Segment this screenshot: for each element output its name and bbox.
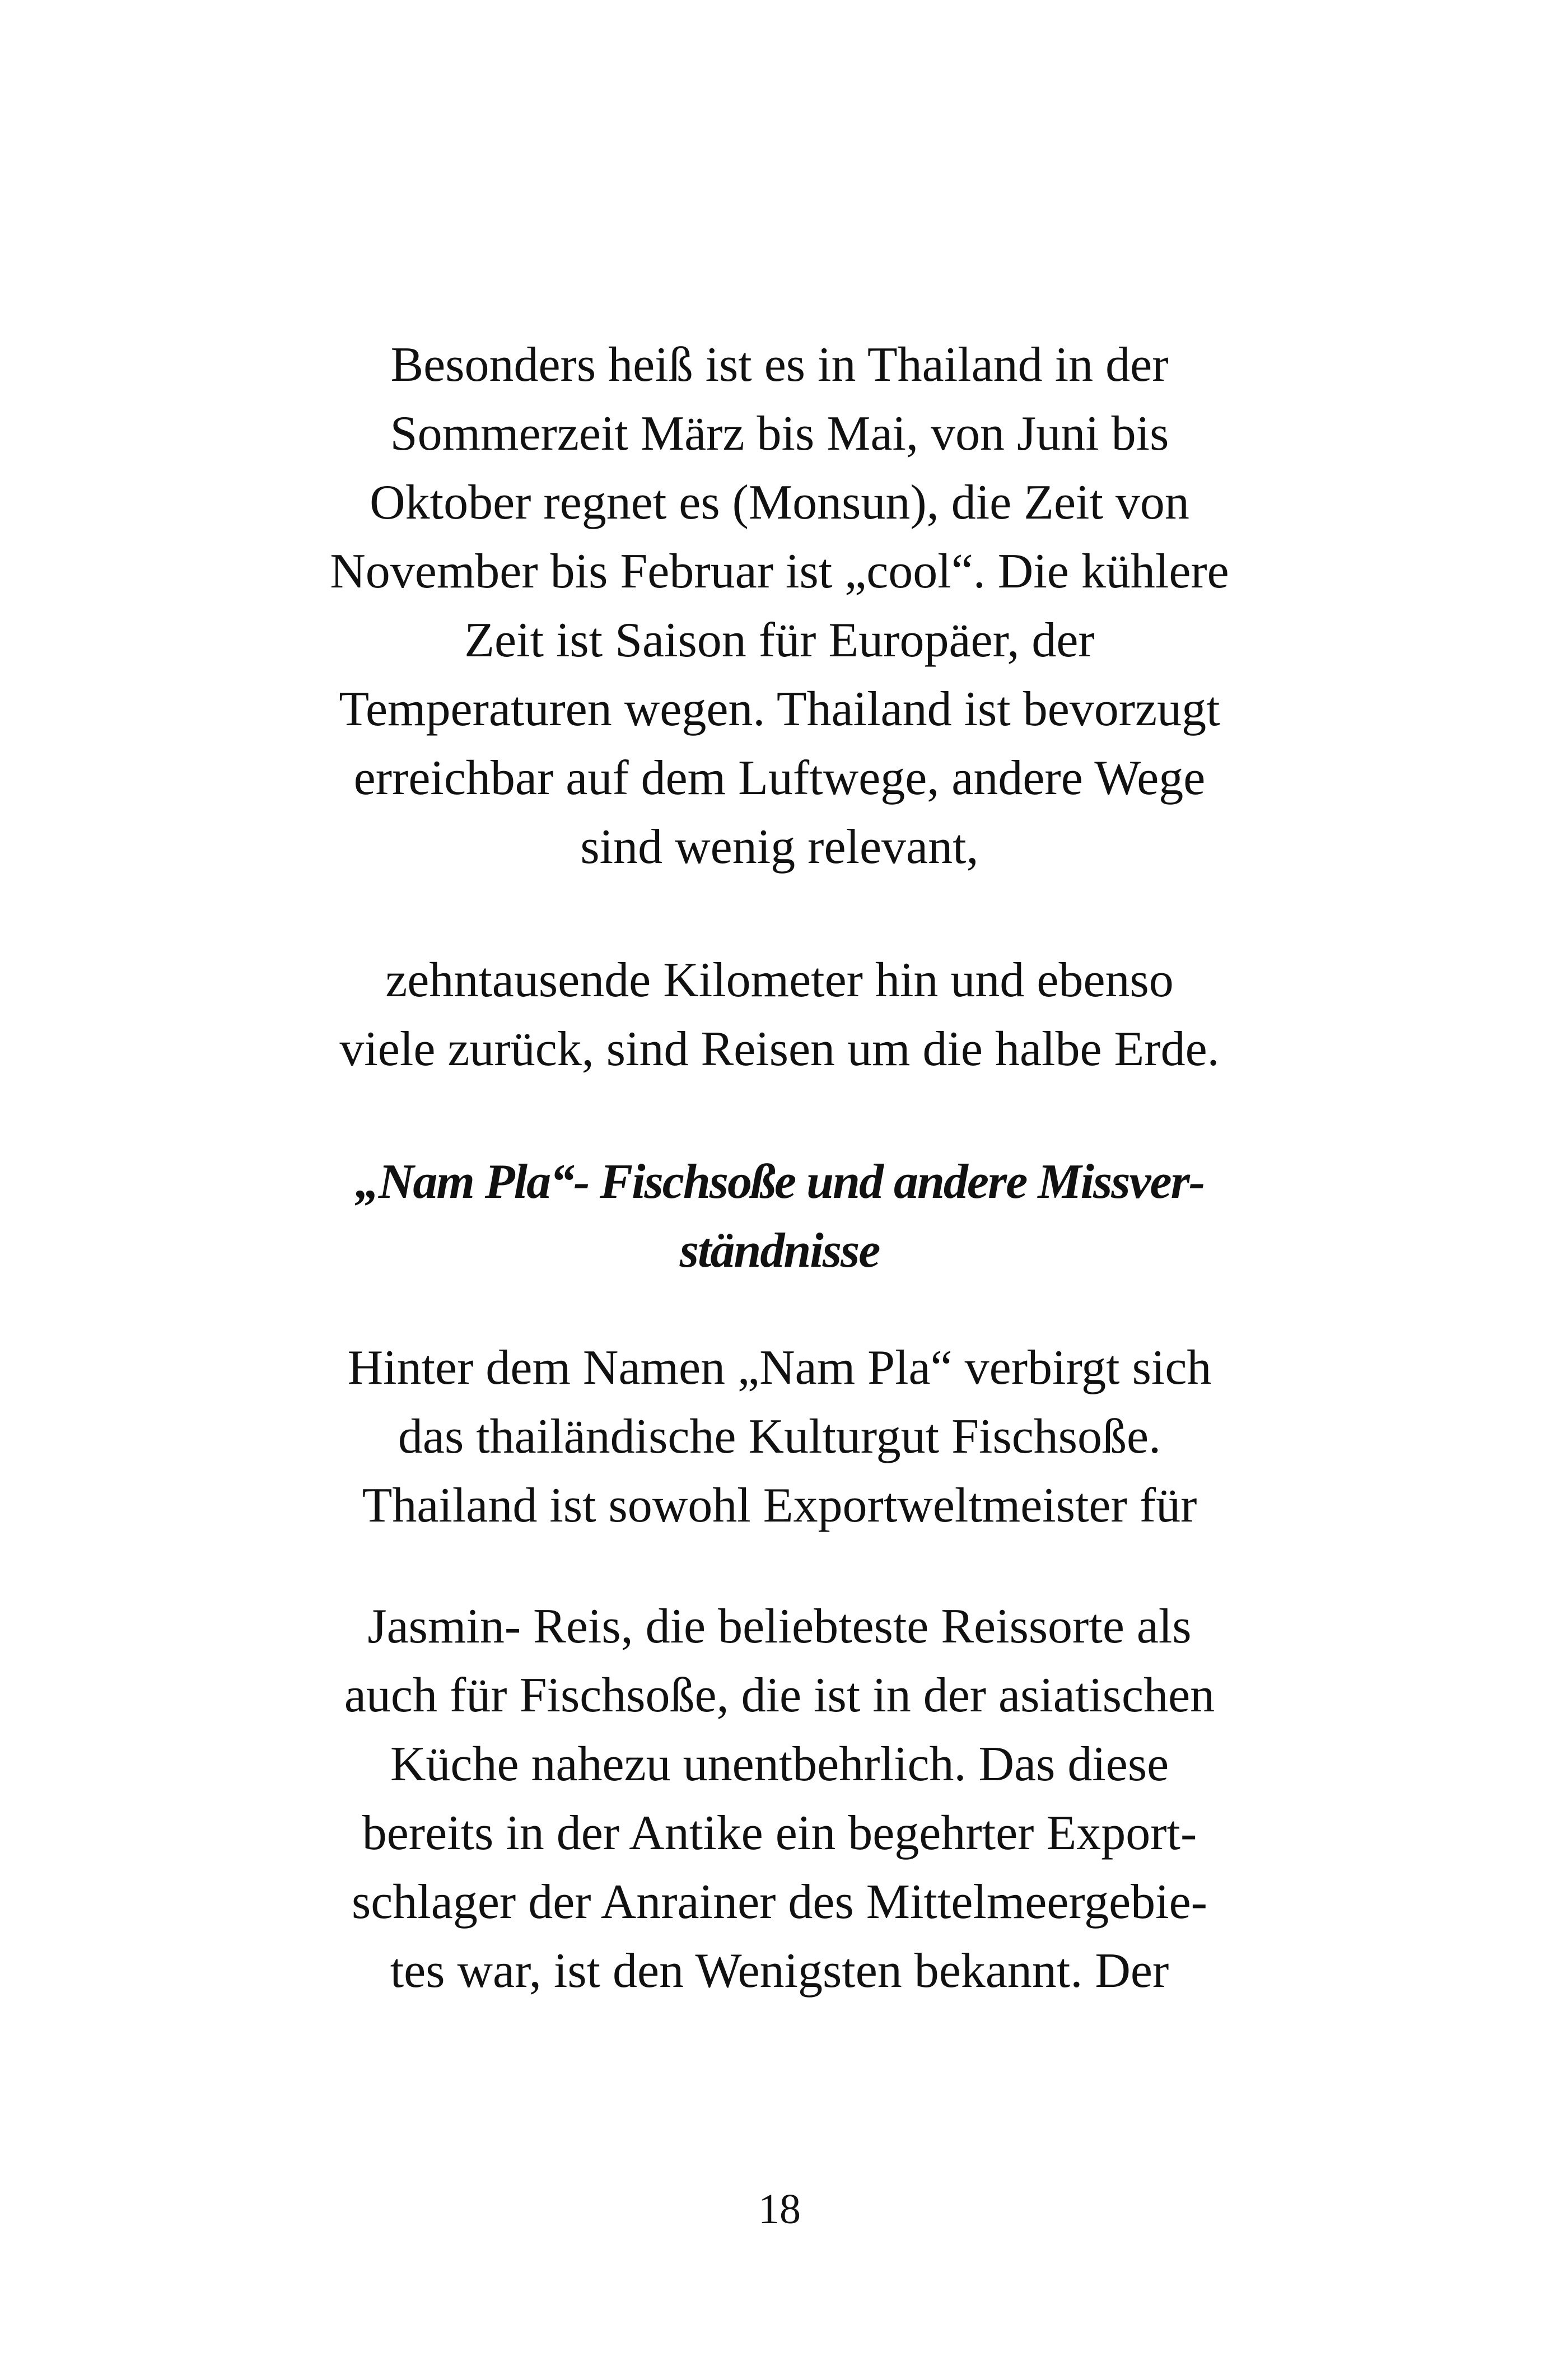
text-line: Thailand ist sowohl Exportweltmeister für <box>362 1478 1197 1533</box>
text-line: Jasmin- Reis, die beliebteste Reissorte als <box>367 1599 1192 1654</box>
text-line: Küche nahezu unentbehrlich. Das diese <box>390 1737 1169 1791</box>
text-line: das thailändische Kulturgut Fischsoße. <box>398 1410 1161 1464</box>
page-number: 18 <box>758 2186 801 2233</box>
text-line: Sommerzeit März bis Mai, von Juni bis <box>390 407 1169 461</box>
heading-line: ständnisse <box>679 1224 880 1278</box>
text-line: Temperaturen wegen. Thailand ist bevorzugt <box>339 682 1220 736</box>
text-line: sind wenig relevant, <box>580 820 979 874</box>
paragraph-jasmin-reis <box>220 1592 1339 2005</box>
text-line: bereits in der Antike ein begehrter Export- <box>362 1806 1197 1860</box>
paragraph-distance <box>220 946 1339 1084</box>
text-line: erreichbar auf dem Luftwege, andere Wege <box>353 751 1206 805</box>
text-line: Besonders heiß ist es in Thailand in der <box>390 338 1169 392</box>
paragraph-nam-pla <box>220 1333 1339 1540</box>
text-line: tes war, ist den Wenigsten bekannt. Der <box>390 1944 1169 1998</box>
text-line: zehntausende Kilometer hin und ebenso <box>385 953 1174 1007</box>
text-line: Hinter dem Namen „Nam Pla“ verbirgt sich <box>347 1341 1212 1395</box>
text-line: schlager der Anrainer des Mittelmeergebie- <box>352 1875 1207 1929</box>
heading-line: „Nam Pla“- Fischsoße und andere Missver- <box>354 1155 1205 1209</box>
paragraph-climate <box>220 330 1339 881</box>
text-line: auch für Fischsoße, die ist in der asiatischen <box>344 1668 1215 1723</box>
text-line: Oktober regnet es (Monsun), die Zeit von <box>370 475 1189 530</box>
text-line: November bis Februar ist „cool“. Die kühlere <box>330 544 1229 599</box>
text-line: Zeit ist Saison für Europäer, der <box>464 613 1095 668</box>
section-heading <box>220 1147 1339 1285</box>
text-line: viele zurück, sind Reisen um die halbe Erde. <box>339 1022 1220 1076</box>
